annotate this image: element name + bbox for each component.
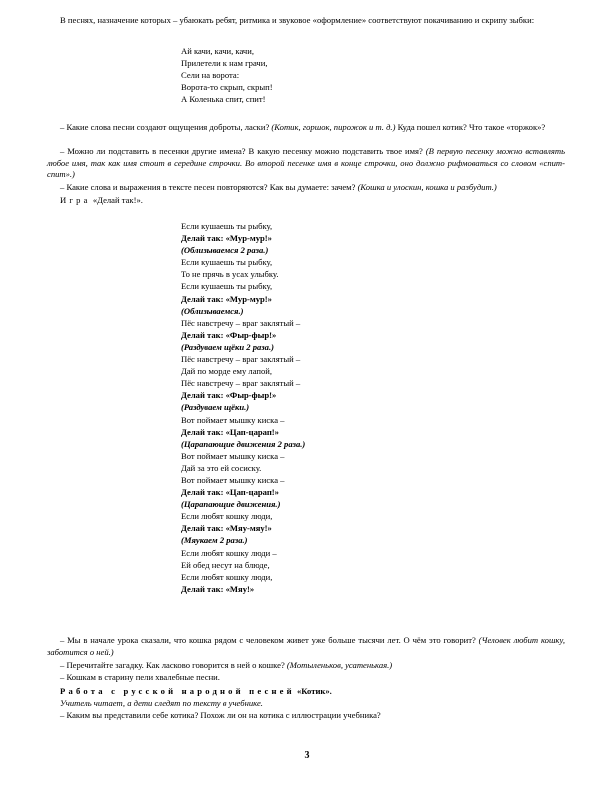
poem-stage-direction: (Царапающие движения 2 раза.): [181, 438, 306, 449]
poem-line: Если любят кошку люди,: [181, 571, 273, 582]
poem-line: То не прячь в усах улыбку.: [181, 269, 279, 280]
question-text: – Какие слова песни создают ощущения доброты, ласки?: [60, 122, 272, 132]
poem-line: Делай так: «Мяу!»: [181, 583, 255, 594]
poem-line: Дай за это ей сосиску.: [181, 462, 262, 473]
teacher-note: [47, 698, 565, 710]
poem-stage-direction: (Облизываемся.): [181, 305, 244, 316]
poem-line: Если любят кошку люди –: [181, 547, 277, 558]
poem-line: Вот поймает мышку киска –: [181, 414, 285, 425]
poem-line: Делай так: «Мяу-мяу!»: [181, 523, 272, 534]
lullaby-poem: [181, 45, 273, 105]
poem-line: Если любят кошку люди,: [181, 511, 273, 522]
game-label: Игра: [60, 195, 91, 205]
answer-text: (Человек любит кошку, заботится о ней.): [47, 635, 565, 657]
poem-line: А Коленька спит, спит!: [181, 94, 266, 105]
question-text: – Каким вы представили себе котика? Похож ли он на котика с иллюстрации учебника?: [60, 710, 381, 720]
poem-stage-direction: (Мяукаем 2 раза.): [181, 535, 248, 546]
poem-line: Прилетели к нам грачи,: [181, 58, 268, 69]
answer-text: (Котик, горшок, пирожок и т. д.): [271, 122, 396, 132]
poem-stage-direction: (Раздуваем щёки 2 раза.): [181, 341, 274, 352]
poem-line: Ай качи, качи, качи,: [181, 46, 255, 56]
intro-paragraph: [47, 15, 565, 27]
poem-line: Ей обед несут на блюде,: [181, 559, 270, 570]
work-label: Работа с русской народной песней: [60, 686, 295, 696]
statement-songs: [47, 672, 565, 684]
question-text: – Мы в начале урока сказали, что кошка рядом с человеком живет уже больше тысячи лет. О чём это говорит?: [60, 635, 479, 645]
teacher-text: Учитель читает, а дети следят по тексту в учебнике.: [60, 698, 263, 708]
poem-stage-direction: (Облизываемся 2 раза.): [181, 245, 269, 256]
poem-line: Делай так: «Мур-мур!»: [181, 293, 272, 304]
poem-line: Пёс навстречу – враг заклятый –: [181, 354, 301, 365]
work-title: «Котик».: [296, 686, 332, 696]
poem-line: Делай так: «Цап-царап!»: [181, 426, 279, 437]
answer-text: (Кошка и улоскин, кошка и разбудит.): [357, 182, 497, 192]
question-riddle: [47, 660, 565, 672]
poem-line: Если кушаешь ты рыбку,: [181, 281, 273, 292]
question-repeats: [47, 182, 565, 194]
poem-line: Делай так: «Цап-царап!»: [181, 487, 279, 498]
poem-line: Дай по морде ему лапой,: [181, 366, 273, 377]
game-title: «Делай так!».: [92, 195, 143, 205]
poem-line: Ворота-то скрып, скрып!: [181, 82, 273, 93]
poem-line: Пёс навстречу – враг заклятый –: [181, 317, 301, 328]
poem-line: Если кушаешь ты рыбку,: [181, 257, 273, 268]
poem-stage-direction: (Раздуваем щёки.): [181, 402, 250, 413]
question-text: – Какие слова и выражения в тексте песен повторяются? Как вы думаете: зачем?: [60, 182, 358, 192]
poem-line: Если кушаешь ты рыбку,: [181, 221, 273, 231]
answer-text: (Мотыленьков, усатенькая.): [286, 660, 393, 670]
statement-text: – Кошкам в старину пели хвалебные песни.: [60, 672, 220, 682]
question-text: – Перечитайте загадку. Как ласково говорится в ней о кошке?: [60, 660, 287, 670]
question-kitten: [47, 710, 565, 722]
question-history: [47, 635, 565, 658]
poem-line: Делай так: «Мур-мур!»: [181, 233, 272, 244]
page-number: 3: [304, 750, 310, 761]
poem-line: Делай так: «Фыр-фыр!»: [181, 329, 277, 340]
question-tail: Куда пошел котик? Что такое «торжок»?: [395, 122, 546, 132]
game-heading: [47, 195, 565, 207]
question-text: – Можно ли подставить в песенки другие имена? В какую песенку можно подставить твое имя?: [60, 146, 426, 156]
poem-line: Пёс навстречу – враг заклятый –: [181, 378, 301, 389]
work-heading: [47, 686, 565, 698]
question-names: [47, 146, 565, 181]
intro-text: В песнях, назначение которых – убаюкать ребят, ритмика и звуковое «оформление» соответствуют покачиванию и скрипу зыбки:: [60, 15, 535, 25]
answer-text: (В первую песенку можно вставлять любое имя, так как имя стоит в середине строчки. Во второй песенке имя в конце строчки, оно должно рифмоваться со словом «спит-спит».): [47, 146, 566, 180]
poem-stage-direction: (Царапающие движения.): [181, 499, 281, 510]
question-kind-words: [47, 122, 565, 134]
poem-line: Вот поймает мышку киска –: [181, 474, 285, 485]
poem-line: Вот поймает мышку киска –: [181, 450, 285, 461]
poem-line: Делай так: «Фыр-фыр!»: [181, 390, 277, 401]
poem-line: Сели на ворота:: [181, 70, 240, 81]
game-poem: [181, 220, 305, 595]
